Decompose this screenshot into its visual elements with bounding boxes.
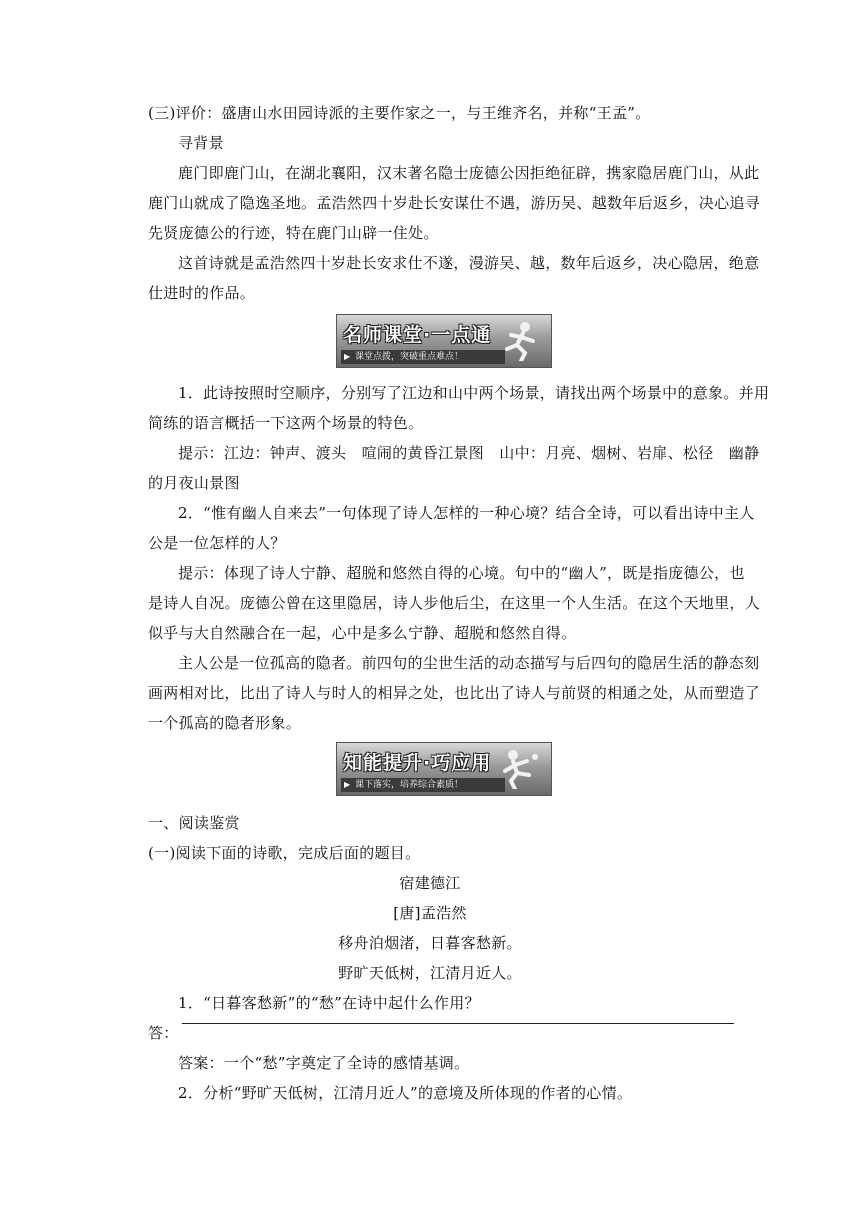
banner-subtitle: ▶ 课堂点拨，突破重点难点！ [341, 350, 505, 364]
runner-icon [495, 747, 545, 789]
exercise-1-question: 1．“日暮客愁新”的“愁”在诗中起什么作用？ [178, 994, 480, 1012]
question-2-hint-line: 画两相对比，比出了诗人与时人的相异之处，也比出了诗人与前贤的相通之处，从而塑造了 [148, 684, 761, 702]
question-2-hint-line: 主人公是一位孤高的隐者。前四句的尘世生活的动态描写与后四句的隐居生活的静态刻 [178, 654, 760, 672]
question-2-line: 公是一位怎样的人？ [148, 534, 286, 552]
poem-line: 移舟泊烟渚，日暮客愁新。 [338, 934, 522, 952]
question-1-hint-line: 提示：江边：钟声、渡头 喧闹的黄昏江景图 山中：月亮、烟树、岩扉、松径 幽静 [178, 444, 760, 462]
background-paragraph-line: 鹿门即鹿门山，在湖北襄阳，汉末著名隐士庞德公因拒绝征辟，携家隐居鹿门山，从此 [178, 164, 760, 182]
exercise-1-answer: 答案：一个“愁”字奠定了全诗的感情基调。 [178, 1054, 470, 1072]
question-2-hint-line: 是诗人自况。庞德公曾在这里隐居，诗人步他后尘，在这里一个人生活。在这个天地里，人 [148, 594, 761, 612]
question-1-line: 简练的语言概括一下这两个场景的特色。 [148, 414, 424, 432]
exercise-1-answer-label: 答： [148, 1024, 179, 1042]
teacher-class-banner [336, 314, 552, 368]
background-paragraph-line: 鹿门山就成了隐逸圣地。孟浩然四十岁赴长安谋仕不遇，游历吴、越数年后返乡，决心追寻 [148, 194, 761, 212]
poem-author: [唐]孟浩然 [393, 904, 467, 922]
runner-icon [495, 319, 545, 361]
part-one-instruction: (一)阅读下面的诗歌，完成后面的题目。 [148, 844, 421, 862]
skills-banner [336, 742, 552, 796]
question-2-hint-line: 提示：体现了诗人宁静、超脱和悠然自得的心境。句中的“幽人”，既是指庞德公，也 [178, 564, 745, 582]
background-paragraph-line: 先贤庞德公的行迹，特在鹿门山辟一住处。 [148, 224, 439, 242]
part-one-heading: 一、阅读鉴赏 [148, 814, 240, 832]
poem-line: 野旷天低树，江清月近人。 [338, 964, 522, 982]
background-heading: 寻背景 [178, 134, 224, 152]
question-1-hint-line: 的月夜山景图 [148, 474, 240, 492]
banner-subtitle: ▶ 课下落实，培养综合素质！ [341, 778, 505, 792]
answer-blank-line [182, 1023, 734, 1024]
question-1-line: 1．此诗按照时空顺序，分别写了江边和山中两个场景，请找出两个场景中的意象。并用 [178, 384, 770, 402]
question-2-hint-line: 似乎与大自然融合在一起，心中是多么宁静、超脱和悠然自得。 [148, 624, 577, 642]
section-evaluation: (三)评价：盛唐山水田园诗派的主要作家之一，与王维齐名，并称“王孟”。 [148, 104, 651, 122]
poem-title: 宿建德江 [399, 874, 461, 892]
banner-title: 名师课堂·一点通 [343, 324, 492, 346]
question-2-hint-line: 一个孤高的隐者形象。 [148, 714, 302, 732]
banner-title: 知能提升·巧应用 [343, 752, 492, 774]
background-paragraph-line: 这首诗就是孟浩然四十岁赴长安求仕不遂，漫游吴、越，数年后返乡，决心隐居，绝意 [178, 254, 760, 272]
background-paragraph-line: 仕进时的作品。 [148, 284, 256, 302]
question-2-line: 2．“惟有幽人自来去”一句体现了诗人怎样的一种心境？结合全诗，可以看出诗中主人 [178, 504, 755, 522]
exercise-2-question: 2．分析“野旷天低树，江清月近人”的意境及所体现的作者的心情。 [178, 1084, 633, 1102]
